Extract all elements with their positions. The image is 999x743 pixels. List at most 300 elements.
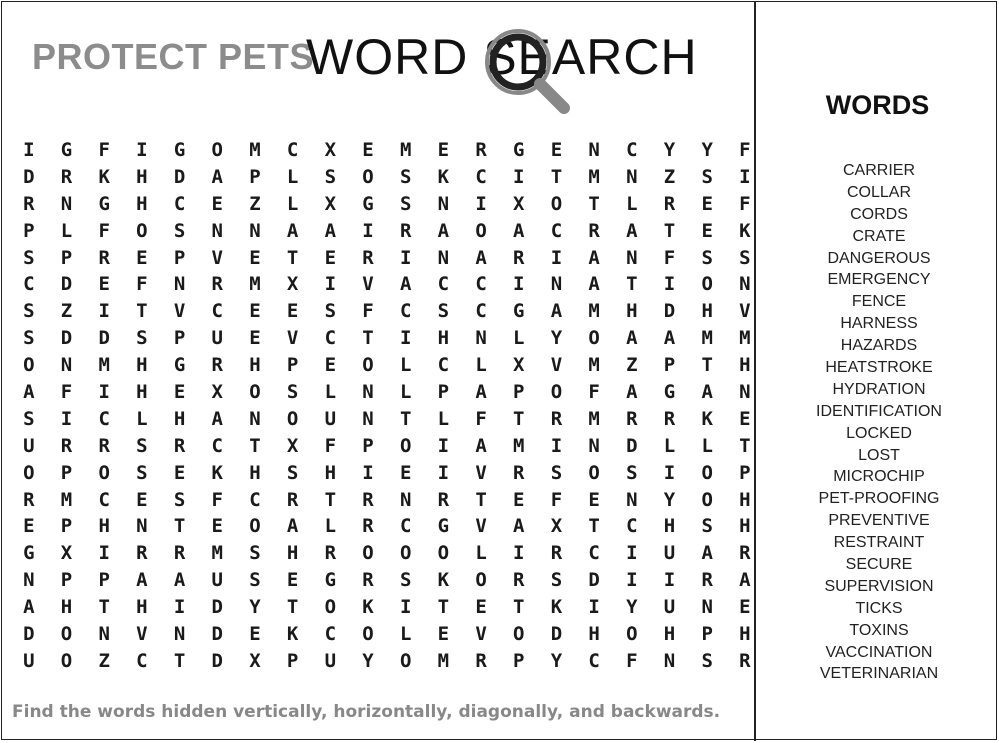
grid-letter[interactable]: U [324, 649, 337, 672]
grid-letter[interactable]: R [362, 488, 374, 511]
grid-letter[interactable]: R [362, 246, 374, 269]
grid-letter[interactable]: H [173, 407, 186, 430]
grid-letter[interactable]: L [437, 407, 450, 430]
grid-letter[interactable]: D [60, 273, 73, 296]
grid-letter[interactable]: R [513, 246, 525, 269]
grid-letter[interactable]: E [136, 488, 148, 511]
grid-letter[interactable]: S [173, 488, 186, 511]
grid-letter[interactable]: S [286, 381, 299, 404]
grid-letter[interactable]: A [701, 542, 713, 565]
grid-letter[interactable]: H [136, 354, 148, 377]
grid-letter[interactable]: R [513, 569, 525, 592]
grid-letter[interactable]: Z [98, 649, 110, 672]
grid-letter[interactable]: F [739, 192, 751, 215]
grid-letter[interactable]: A [588, 273, 600, 296]
grid-letter[interactable]: R [437, 488, 450, 511]
grid-letter[interactable]: L [663, 434, 676, 457]
grid-letter[interactable]: H [739, 354, 751, 377]
grid-letter[interactable]: I [550, 246, 563, 269]
grid-letter[interactable]: I [663, 461, 676, 484]
grid-letter[interactable]: A [286, 219, 299, 242]
grid-letter[interactable]: L [399, 381, 412, 404]
grid-letter[interactable]: S [136, 434, 148, 457]
grid-letter[interactable]: H [324, 461, 337, 484]
grid-letter[interactable]: G [513, 139, 525, 161]
grid-letter[interactable]: H [437, 327, 450, 350]
grid-letter[interactable]: I [626, 542, 638, 565]
grid-letter[interactable]: H [249, 461, 261, 484]
grid-letter[interactable]: N [626, 246, 638, 269]
grid-letter[interactable]: E [550, 139, 563, 161]
grid-letter[interactable]: T [701, 354, 713, 377]
grid-letter[interactable]: R [513, 461, 525, 484]
grid-letter[interactable]: S [437, 300, 450, 323]
grid-letter[interactable]: R [739, 649, 751, 672]
grid-letter[interactable]: A [475, 246, 487, 269]
grid-letter[interactable]: U [23, 434, 35, 457]
grid-letter[interactable]: G [663, 381, 676, 404]
grid-letter[interactable]: X [513, 354, 525, 377]
grid-letter[interactable]: L [286, 192, 299, 215]
grid-letter[interactable]: E [513, 488, 525, 511]
grid-letter[interactable]: X [324, 192, 337, 215]
grid-letter[interactable]: D [588, 569, 600, 592]
grid-letter[interactable]: L [60, 219, 73, 242]
grid-letter[interactable]: M [249, 273, 261, 296]
grid-letter[interactable]: S [701, 649, 713, 672]
grid-letter[interactable]: R [23, 488, 35, 511]
grid-letter[interactable]: P [286, 649, 299, 672]
grid-letter[interactable]: H [663, 623, 676, 646]
grid-letter[interactable]: X [286, 273, 299, 296]
grid-letter[interactable]: R [550, 407, 563, 430]
grid-letter[interactable]: M [588, 300, 600, 323]
grid-letter[interactable]: S [324, 165, 337, 188]
grid-letter[interactable]: I [663, 569, 676, 592]
grid-letter[interactable]: C [286, 139, 299, 161]
grid-letter[interactable]: M [437, 649, 450, 672]
grid-letter[interactable]: F [211, 488, 223, 511]
grid-letter[interactable]: N [475, 327, 487, 350]
grid-letter[interactable]: P [23, 219, 35, 242]
grid-letter[interactable]: R [98, 246, 110, 269]
grid-letter[interactable]: D [211, 596, 223, 619]
grid-letter[interactable]: D [23, 623, 35, 646]
grid-letter[interactable]: C [98, 488, 110, 511]
grid-letter[interactable]: N [249, 219, 261, 242]
grid-letter[interactable]: L [286, 165, 299, 188]
grid-letter[interactable]: H [136, 165, 148, 188]
grid-letter[interactable]: F [739, 139, 751, 161]
grid-letter[interactable]: U [211, 569, 223, 592]
grid-letter[interactable]: O [550, 192, 563, 215]
grid-letter[interactable]: E [98, 273, 110, 296]
grid-letter[interactable]: M [588, 165, 600, 188]
grid-letter[interactable]: N [437, 246, 450, 269]
grid-letter[interactable]: P [663, 354, 676, 377]
grid-letter[interactable]: E [701, 192, 713, 215]
grid-letter[interactable]: O [249, 381, 261, 404]
grid-letter[interactable]: S [550, 461, 563, 484]
grid-letter[interactable]: A [324, 219, 337, 242]
grid-letter[interactable]: R [475, 649, 487, 672]
grid-letter[interactable]: I [663, 273, 676, 296]
grid-letter[interactable]: C [475, 165, 487, 188]
grid-letter[interactable]: S [136, 327, 148, 350]
grid-letter[interactable]: H [286, 542, 299, 565]
grid-letter[interactable]: H [739, 623, 751, 646]
grid-letter[interactable]: V [475, 515, 487, 538]
grid-letter[interactable]: K [437, 569, 450, 592]
grid-letter[interactable]: R [211, 273, 223, 296]
grid-letter[interactable]: D [60, 327, 73, 350]
grid-letter[interactable]: C [626, 139, 638, 161]
grid-letter[interactable]: R [475, 139, 487, 161]
grid-letter[interactable]: Y [663, 139, 676, 161]
grid-letter[interactable]: R [362, 569, 374, 592]
grid-letter[interactable]: L [701, 434, 713, 457]
grid-letter[interactable]: E [324, 354, 337, 377]
grid-letter[interactable]: I [60, 407, 73, 430]
grid-letter[interactable]: D [23, 165, 35, 188]
grid-letter[interactable]: S [739, 246, 751, 269]
grid-letter[interactable]: A [701, 381, 713, 404]
grid-letter[interactable]: E [173, 381, 186, 404]
grid-letter[interactable]: C [588, 649, 600, 672]
grid-letter[interactable]: A [286, 515, 299, 538]
grid-letter[interactable]: E [399, 461, 412, 484]
grid-letter[interactable]: C [550, 219, 563, 242]
grid-letter[interactable]: R [173, 542, 186, 565]
grid-letter[interactable]: T [513, 407, 525, 430]
grid-letter[interactable]: D [550, 623, 563, 646]
grid-letter[interactable]: O [475, 219, 487, 242]
grid-letter[interactable]: O [399, 542, 412, 565]
grid-letter[interactable]: N [626, 488, 638, 511]
grid-letter[interactable]: N [588, 139, 600, 161]
grid-letter[interactable]: G [437, 515, 450, 538]
grid-letter[interactable]: K [286, 623, 299, 646]
grid-letter[interactable]: P [437, 381, 450, 404]
grid-letter[interactable]: X [211, 381, 223, 404]
grid-letter[interactable]: I [98, 300, 110, 323]
grid-letter[interactable]: L [324, 381, 337, 404]
grid-letter[interactable]: K [211, 461, 223, 484]
grid-letter[interactable]: C [211, 300, 223, 323]
grid-letter[interactable]: E [739, 596, 751, 619]
grid-letter[interactable]: S [173, 219, 186, 242]
grid-letter[interactable]: U [663, 596, 676, 619]
grid-letter[interactable]: S [249, 542, 261, 565]
grid-letter[interactable]: R [550, 542, 563, 565]
grid-letter[interactable]: N [249, 407, 261, 430]
grid-letter[interactable]: U [663, 542, 676, 565]
grid-letter[interactable]: O [60, 623, 73, 646]
grid-letter[interactable]: A [23, 381, 35, 404]
grid-letter[interactable]: S [286, 461, 299, 484]
grid-letter[interactable]: Z [626, 354, 638, 377]
grid-letter[interactable]: N [60, 354, 73, 377]
grid-letter[interactable]: T [249, 434, 261, 457]
grid-letter[interactable]: Z [249, 192, 261, 215]
grid-letter[interactable]: L [513, 327, 525, 350]
grid-letter[interactable]: S [701, 246, 713, 269]
grid-letter[interactable]: I [513, 542, 525, 565]
grid-letter[interactable]: I [399, 327, 412, 350]
grid-letter[interactable]: F [98, 219, 110, 242]
grid-letter[interactable]: T [324, 488, 337, 511]
grid-letter[interactable]: N [173, 623, 186, 646]
grid-letter[interactable]: A [663, 327, 676, 350]
grid-letter[interactable]: P [513, 649, 525, 672]
grid-letter[interactable]: S [23, 407, 35, 430]
grid-letter[interactable]: V [136, 623, 148, 646]
grid-letter[interactable]: P [173, 246, 186, 269]
grid-letter[interactable]: M [399, 139, 412, 161]
grid-letter[interactable]: R [739, 542, 751, 565]
grid-letter[interactable]: R [663, 192, 676, 215]
grid-letter[interactable]: E [249, 300, 261, 323]
grid-letter[interactable]: I [739, 165, 751, 188]
grid-letter[interactable]: R [588, 219, 600, 242]
grid-letter[interactable]: P [60, 246, 73, 269]
grid-letter[interactable]: O [588, 327, 600, 350]
grid-letter[interactable]: Y [550, 327, 563, 350]
grid-letter[interactable]: O [60, 649, 73, 672]
grid-letter[interactable]: F [98, 139, 110, 161]
grid-letter[interactable]: N [60, 192, 73, 215]
grid-letter[interactable]: V [475, 623, 487, 646]
grid-letter[interactable]: O [513, 623, 525, 646]
grid-letter[interactable]: T [136, 300, 148, 323]
grid-letter[interactable]: X [324, 139, 337, 161]
grid-letter[interactable]: K [362, 596, 374, 619]
grid-letter[interactable]: H [588, 623, 600, 646]
grid-letter[interactable]: I [98, 542, 110, 565]
grid-letter[interactable]: E [701, 219, 713, 242]
grid-letter[interactable]: A [588, 246, 600, 269]
grid-letter[interactable]: I [437, 434, 450, 457]
grid-letter[interactable]: F [362, 300, 374, 323]
grid-letter[interactable]: A [136, 569, 148, 592]
grid-letter[interactable]: S [626, 461, 638, 484]
grid-letter[interactable]: P [286, 354, 299, 377]
grid-letter[interactable]: O [211, 139, 223, 161]
grid-letter[interactable]: F [136, 273, 148, 296]
grid-letter[interactable]: X [60, 542, 73, 565]
grid-letter[interactable]: O [362, 623, 374, 646]
grid-letter[interactable]: I [136, 139, 148, 161]
grid-letter[interactable]: E [249, 246, 261, 269]
grid-letter[interactable]: U [324, 407, 337, 430]
grid-letter[interactable]: S [701, 165, 713, 188]
grid-letter[interactable]: T [362, 327, 374, 350]
grid-letter[interactable]: L [399, 623, 412, 646]
grid-letter[interactable]: E [362, 139, 374, 161]
grid-letter[interactable]: G [173, 354, 186, 377]
grid-letter[interactable]: N [739, 273, 751, 296]
grid-letter[interactable]: R [362, 515, 374, 538]
grid-letter[interactable]: Z [60, 300, 73, 323]
grid-letter[interactable]: C [437, 354, 450, 377]
grid-letter[interactable]: A [475, 434, 487, 457]
grid-letter[interactable]: E [23, 515, 35, 538]
grid-letter[interactable]: I [173, 596, 186, 619]
grid-letter[interactable]: T [588, 192, 600, 215]
grid-letter[interactable]: E [173, 461, 186, 484]
grid-letter[interactable]: R [23, 192, 35, 215]
grid-letter[interactable]: S [23, 327, 35, 350]
grid-letter[interactable]: O [701, 461, 713, 484]
grid-letter[interactable]: M [701, 327, 713, 350]
grid-letter[interactable]: O [362, 354, 374, 377]
grid-letter[interactable]: I [513, 273, 525, 296]
grid-letter[interactable]: M [249, 139, 261, 161]
grid-letter[interactable]: N [173, 273, 186, 296]
grid-letter[interactable]: K [739, 219, 751, 242]
grid-letter[interactable]: D [663, 300, 676, 323]
grid-letter[interactable]: I [324, 273, 337, 296]
grid-letter[interactable]: M [60, 488, 73, 511]
grid-letter[interactable]: I [362, 219, 374, 242]
grid-letter[interactable]: E [324, 246, 337, 269]
grid-letter[interactable]: A [513, 515, 525, 538]
grid-letter[interactable]: L [475, 542, 487, 565]
grid-letter[interactable]: M [513, 434, 525, 457]
grid-letter[interactable]: F [475, 407, 487, 430]
grid-letter[interactable]: L [324, 515, 337, 538]
grid-letter[interactable]: R [136, 542, 148, 565]
grid-letter[interactable]: V [362, 273, 374, 296]
grid-letter[interactable]: K [550, 596, 563, 619]
grid-letter[interactable]: O [437, 542, 450, 565]
grid-letter[interactable]: S [23, 300, 35, 323]
grid-letter[interactable]: V [475, 461, 487, 484]
grid-letter[interactable]: E [249, 327, 261, 350]
grid-letter[interactable]: C [399, 515, 412, 538]
grid-letter[interactable]: I [588, 596, 600, 619]
grid-letter[interactable]: S [399, 569, 412, 592]
grid-letter[interactable]: A [739, 569, 751, 592]
grid-letter[interactable]: M [588, 407, 600, 430]
grid-letter[interactable]: T [399, 407, 412, 430]
grid-letter[interactable]: E [437, 623, 450, 646]
grid-letter[interactable]: V [550, 354, 563, 377]
grid-letter[interactable]: P [701, 623, 713, 646]
grid-letter[interactable]: S [399, 192, 412, 215]
grid-letter[interactable]: H [98, 515, 110, 538]
grid-letter[interactable]: R [286, 488, 299, 511]
grid-letter[interactable]: T [513, 596, 525, 619]
grid-letter[interactable]: O [362, 165, 374, 188]
grid-letter[interactable]: C [437, 273, 450, 296]
grid-letter[interactable]: H [701, 300, 713, 323]
grid-letter[interactable]: E [588, 488, 600, 511]
grid-letter[interactable]: E [249, 623, 261, 646]
grid-letter[interactable]: G [324, 569, 337, 592]
grid-letter[interactable]: R [626, 407, 638, 430]
grid-letter[interactable]: V [286, 327, 299, 350]
grid-letter[interactable]: R [324, 542, 337, 565]
grid-letter[interactable]: C [588, 542, 600, 565]
grid-letter[interactable]: O [626, 623, 638, 646]
grid-letter[interactable]: G [173, 139, 186, 161]
grid-letter[interactable]: F [550, 488, 563, 511]
grid-letter[interactable]: O [324, 596, 337, 619]
grid-letter[interactable]: T [437, 596, 450, 619]
grid-letter[interactable]: O [399, 434, 412, 457]
grid-letter[interactable]: A [475, 381, 487, 404]
grid-letter[interactable]: T [173, 515, 186, 538]
grid-letter[interactable]: M [739, 327, 751, 350]
grid-letter[interactable]: P [173, 327, 186, 350]
grid-letter[interactable]: N [739, 381, 751, 404]
grid-letter[interactable]: M [98, 354, 110, 377]
grid-letter[interactable]: C [23, 273, 35, 296]
grid-letter[interactable]: S [136, 461, 148, 484]
grid-letter[interactable]: X [286, 434, 299, 457]
grid-letter[interactable]: C [324, 623, 337, 646]
grid-letter[interactable]: K [98, 165, 110, 188]
grid-letter[interactable]: O [701, 273, 713, 296]
grid-letter[interactable]: O [249, 515, 261, 538]
grid-letter[interactable]: G [60, 139, 73, 161]
grid-letter[interactable]: O [399, 649, 412, 672]
grid-letter[interactable]: P [60, 515, 73, 538]
grid-letter[interactable]: P [739, 461, 751, 484]
grid-letter[interactable]: C [98, 407, 110, 430]
grid-letter[interactable]: X [249, 649, 261, 672]
grid-letter[interactable]: E [136, 246, 148, 269]
grid-letter[interactable]: N [211, 219, 223, 242]
grid-letter[interactable]: G [362, 192, 374, 215]
grid-letter[interactable]: Y [362, 649, 374, 672]
grid-letter[interactable]: S [550, 569, 563, 592]
grid-letter[interactable]: A [437, 219, 450, 242]
grid-letter[interactable]: O [286, 407, 299, 430]
grid-letter[interactable]: I [437, 461, 450, 484]
grid-letter[interactable]: D [211, 623, 223, 646]
grid-letter[interactable]: E [286, 300, 299, 323]
grid-letter[interactable]: C [173, 192, 186, 215]
grid-letter[interactable]: I [23, 139, 35, 161]
grid-letter[interactable]: M [588, 354, 600, 377]
grid-letter[interactable]: S [324, 300, 337, 323]
grid-letter[interactable]: E [475, 596, 487, 619]
grid-letter[interactable]: T [550, 165, 563, 188]
grid-letter[interactable]: P [513, 381, 525, 404]
grid-letter[interactable]: Y [663, 488, 676, 511]
grid-letter[interactable]: T [173, 649, 186, 672]
grid-letter[interactable]: N [136, 515, 148, 538]
grid-letter[interactable]: C [626, 515, 638, 538]
grid-letter[interactable]: A [23, 596, 35, 619]
grid-letter[interactable]: A [550, 300, 563, 323]
grid-letter[interactable]: H [136, 596, 148, 619]
grid-letter[interactable]: O [23, 461, 35, 484]
grid-letter[interactable]: E [437, 139, 450, 161]
grid-letter[interactable]: O [362, 542, 374, 565]
grid-letter[interactable]: N [663, 649, 676, 672]
grid-letter[interactable]: R [701, 569, 713, 592]
grid-letter[interactable]: O [475, 569, 487, 592]
grid-letter[interactable]: S [249, 569, 261, 592]
grid-letter[interactable]: K [701, 407, 713, 430]
grid-letter[interactable]: M [211, 542, 223, 565]
grid-letter[interactable]: I [98, 381, 110, 404]
grid-letter[interactable]: N [550, 273, 563, 296]
grid-letter[interactable]: R [60, 165, 73, 188]
